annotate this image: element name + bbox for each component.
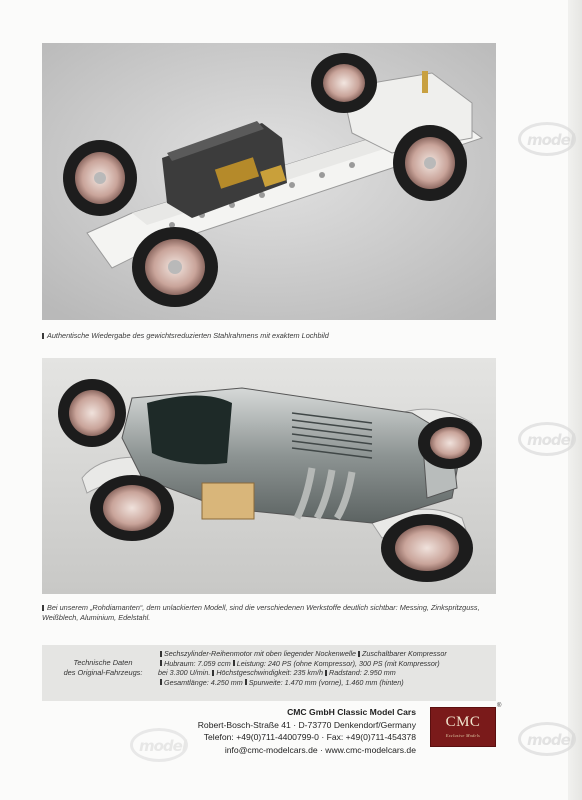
watermark-icon: model bbox=[130, 728, 188, 762]
spec-item: Leistung: 240 PS (ohne Kompressor), 300 PS (mit Kompressor) bbox=[236, 658, 440, 668]
cmc-logo bbox=[430, 707, 496, 747]
watermark-icon: model bbox=[518, 122, 576, 156]
company-name: CMC GmbH Classic Model Cars bbox=[287, 707, 416, 717]
company-phone: Telefon: +49(0)711-4400799-0 · Fax: +49(0)711-454378 bbox=[203, 732, 416, 743]
caption-text: Authentische Wiedergabe des gewichtsreduzierten Stahlrahmens mit exaktem Lochbild bbox=[47, 331, 329, 340]
chassis-photo bbox=[42, 43, 496, 320]
spec-item: Hubraum: 7.059 ccm bbox=[164, 658, 231, 668]
spec-item: Radstand: 2.950 mm bbox=[329, 668, 396, 678]
specs-label bbox=[54, 658, 152, 678]
spec-line bbox=[158, 668, 492, 678]
unpainted-model-photo bbox=[42, 358, 496, 594]
spec-item: Höchstgeschwindigkeit: 235 km/h bbox=[216, 668, 324, 678]
page-edge bbox=[568, 0, 582, 800]
caption-text: Bei unserem „Rohdiamanten“, dem unlackierten Modell, sind die verschiedenen Werkstoffe deutlich sichtbar: Messing, Zinkspritzguss, Weißblech, Aluminium, Edelstahl. bbox=[42, 603, 480, 622]
logo-name: CMC bbox=[445, 714, 481, 730]
unpainted-model-caption bbox=[42, 603, 512, 623]
caption-bullet bbox=[42, 605, 44, 611]
watermark-icon: model bbox=[518, 722, 576, 756]
specs-label-line: Technische Daten bbox=[73, 658, 133, 667]
spec-line bbox=[158, 649, 492, 659]
specs-body bbox=[158, 649, 492, 687]
spec-item: Gesamtlänge: 4.250 mm bbox=[164, 677, 243, 687]
spec-line bbox=[158, 678, 492, 688]
spec-item: bei 3.300 U/min. bbox=[158, 668, 211, 678]
spec-item: Spurweite: 1.470 mm (vorne), 1.460 mm (hinten) bbox=[248, 677, 404, 687]
logo-tagline: Exclusive Models bbox=[445, 733, 481, 738]
company-web[interactable]: info@cmc-modelcars.de · www.cmc-modelcars.de bbox=[224, 744, 416, 755]
registered-mark: ® bbox=[497, 703, 502, 709]
spec-line bbox=[158, 659, 492, 669]
caption-bullet bbox=[42, 333, 44, 339]
specs-label-line: des Original-Fahrzeugs: bbox=[63, 668, 143, 677]
technical-specs-box bbox=[42, 645, 496, 701]
watermark-icon: model bbox=[518, 422, 576, 456]
company-address: Robert-Bosch-Straße 41 · D-73770 Denkendorf/Germany bbox=[197, 719, 416, 730]
spec-item: Sechszylinder-Reihenmotor mit oben liegender Nockenwelle bbox=[164, 649, 357, 658]
chassis-caption bbox=[42, 331, 329, 341]
spec-item: Zuschaltbarer Kompressor bbox=[362, 649, 447, 658]
